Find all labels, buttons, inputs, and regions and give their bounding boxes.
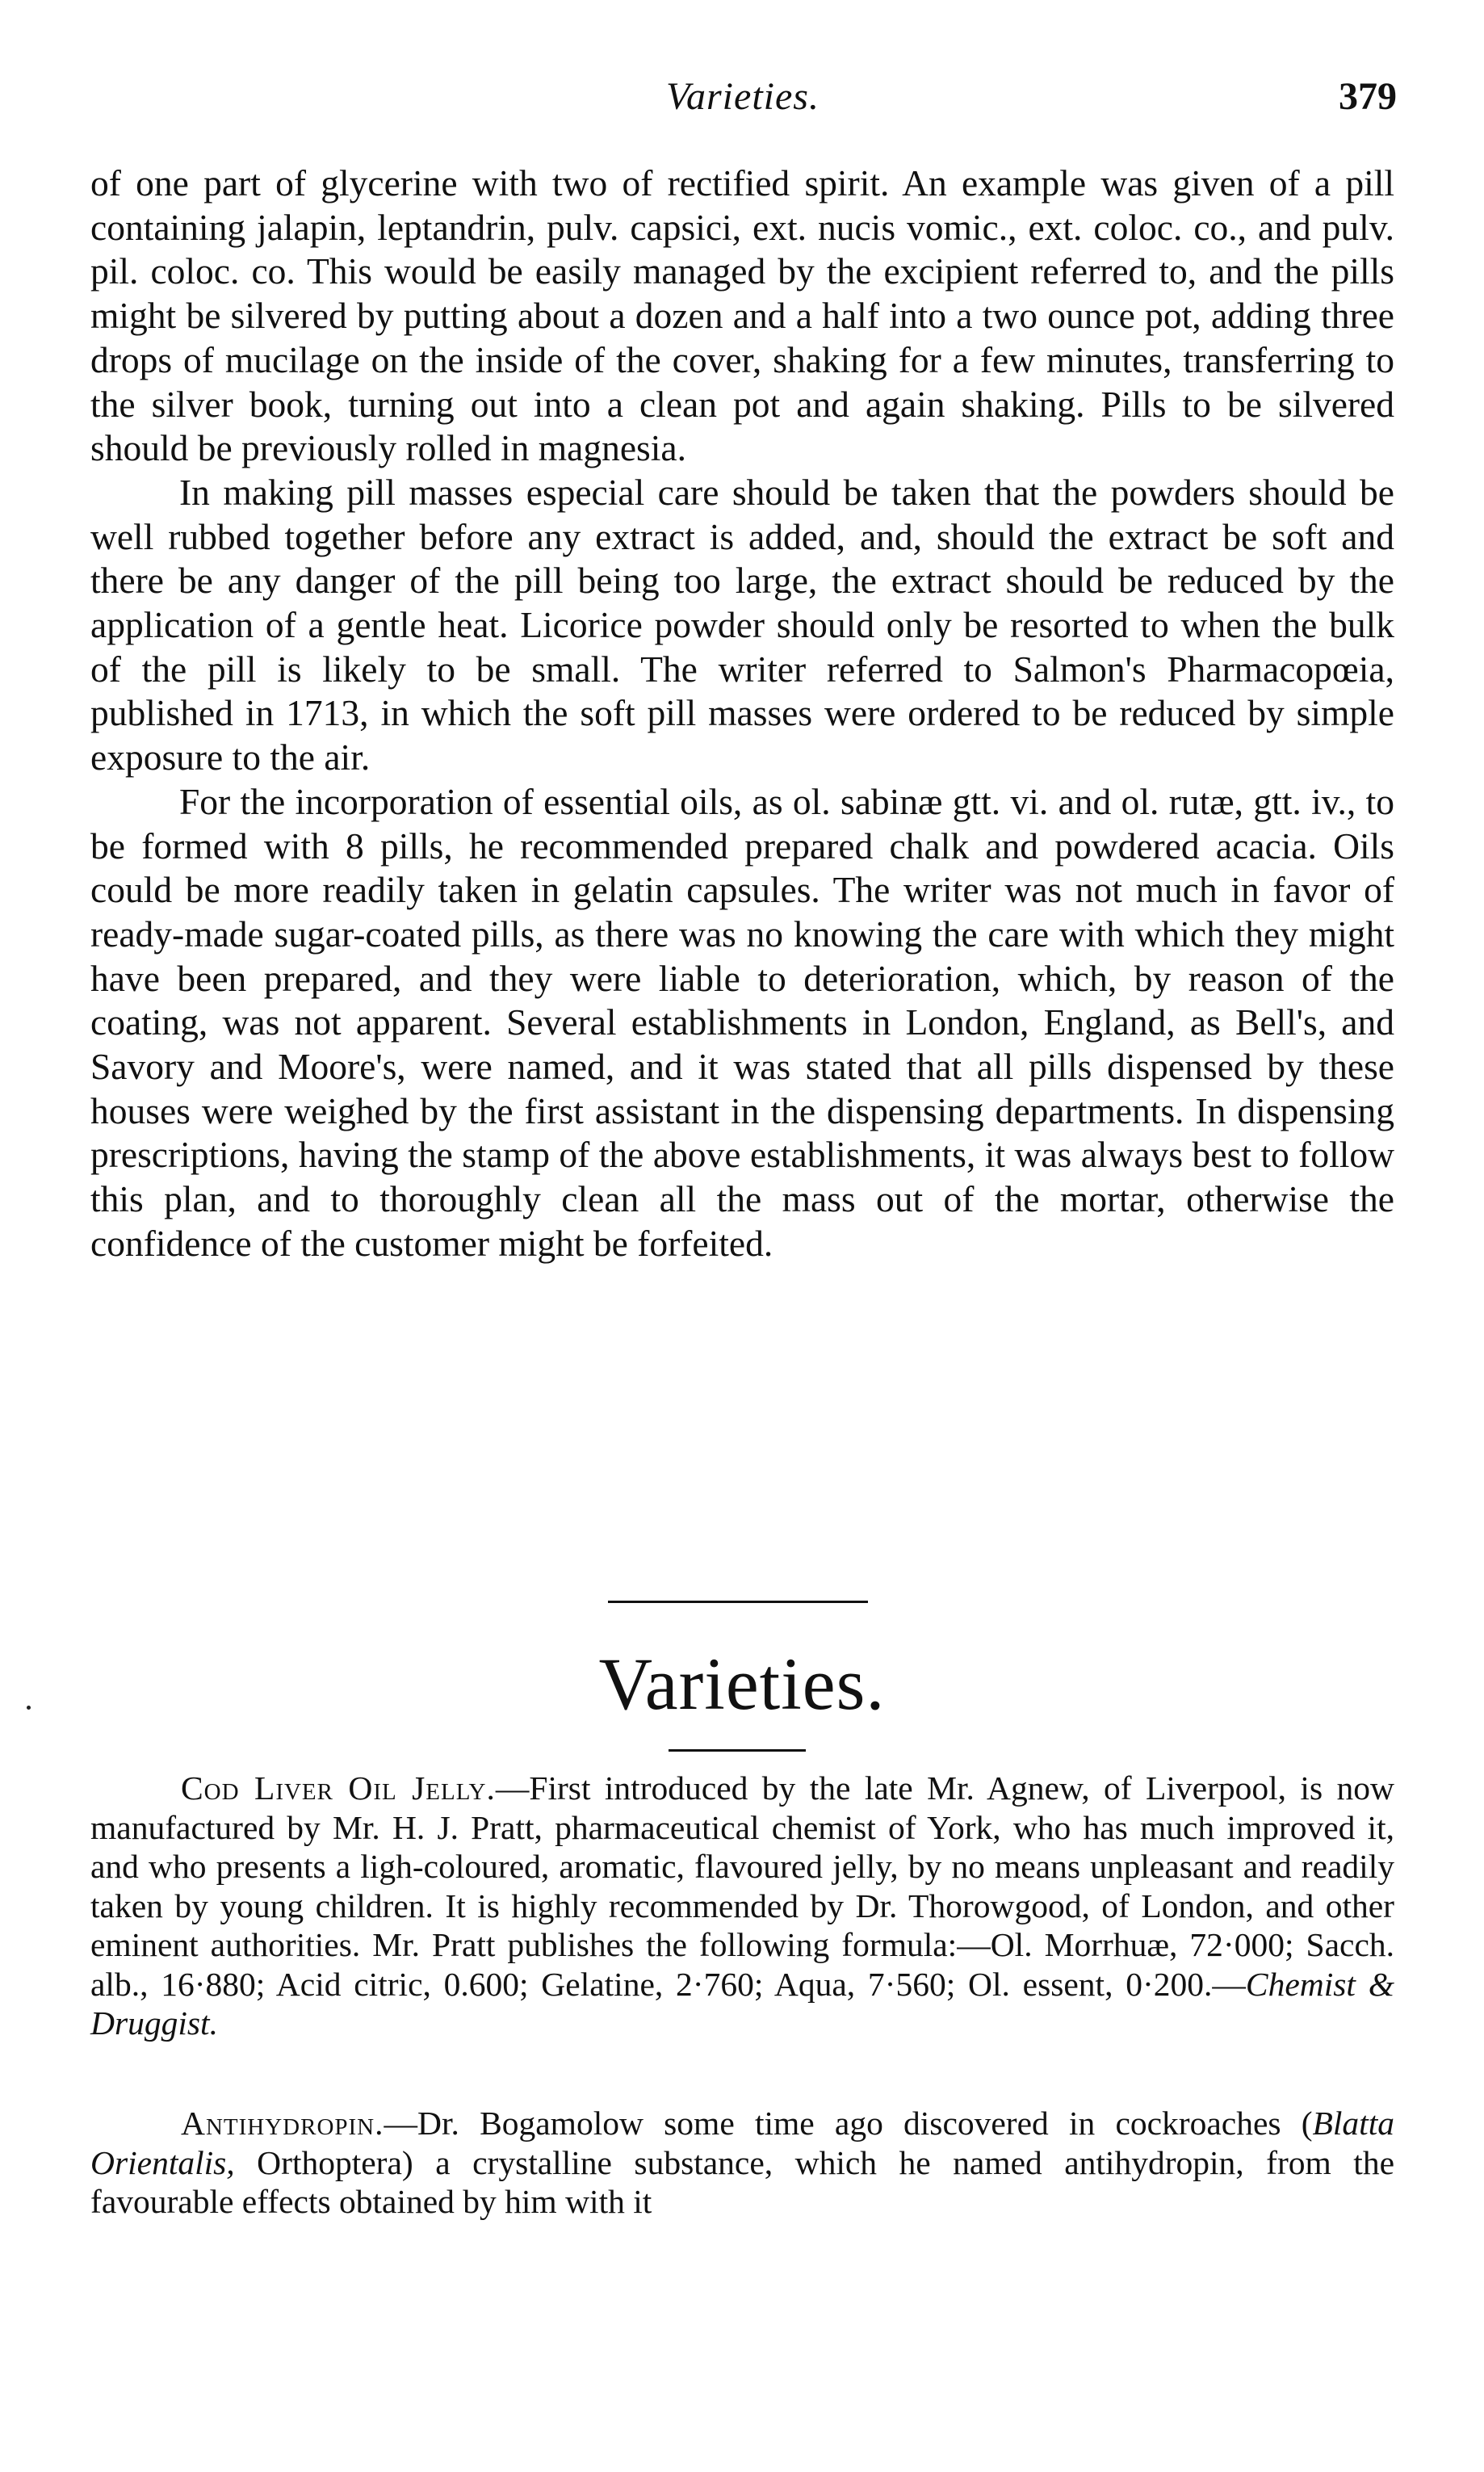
margin-speck — [27, 1706, 31, 1710]
paragraph-continued: of one part of glycerine with two of rectified spirit. An example was given of a pill containing jalapin, leptandrin, pulv. capsici, ext. nucis vomic., ext. coloc. co., and pulv. pil. coloc. co. This would be easily managed by the excipient referred to, and the pills might be silvered by putting about a dozen and a half into a two ounce pot, adding three drops of mucilage on the inside of the cover, shaking for a few minutes, transferring to the silver book, turning out into a clean pot and again shaking. Pills to be silvered should be previously rolled in magnesia. — [90, 162, 1394, 469]
variety-source: Chemist & Druggist. — [90, 1965, 1395, 2042]
running-title: Varieties. — [666, 75, 820, 118]
variety-body: —Dr. Bogamolow some time ago discovered in cockroaches ( — [384, 2105, 1313, 2142]
variety-item-antihydropin — [90, 2104, 1394, 2222]
paragraph-pill-masses: In making pill masses especial care should be taken that the powders should be well rubbed together before any extract is added, and, should the extract be soft and there be any danger of the pill being too large, the extract should be reduced by the application of a gentle heat. Licorice powder should only be resorted to when the bulk of the pill is likely to be small. The writer referred to Salmon's Pharmacopœia, published in 1713, in which the soft pill masses were ordered to be reduced by simple exposure to the air. — [90, 471, 1394, 779]
variety-item-cod-liver-oil-jelly — [90, 1769, 1394, 2043]
title-underline-rule — [669, 1749, 806, 1752]
running-head — [89, 74, 1397, 131]
variety-body: —First introduced by the late Mr. Agnew, of Liverpool, is now manufactured by Mr. H. J. Pratt, pharmaceutical chemist of York, who has much improved it, and who presents a ligh-coloured, aromatic, flavoured jelly, by no means unpleasant and readily taken by young children. It is highly recommended by Dr. Thorowgood, of London, and other eminent authorities. Mr. Pratt publishes the following formula:—Ol. Morrhuæ, 72·000; Sacch. alb., 16·880; Acid citric, 0.600; Gelatine, 2·760; Aqua, 7·560; Ol. essent, 0·200.— — [90, 1769, 1394, 2003]
species-name: Blatta Orientalis, — [90, 2105, 1394, 2181]
variety-heading: Cod Liver Oil Jelly. — [181, 1769, 496, 1807]
section-title: Varieties. — [598, 1643, 886, 1725]
paragraph-essential-oils: For the incorporation of essential oils, as ol. sabinæ gtt. vi. and ol. rutæ, gtt. iv., to be formed with 8 pills, he recommended prepared chalk and powdered acacia. Oils could be more readily taken in gelatin capsules. The writer was not much in favor of ready-made sugar-coated pills, as there was no knowing the care with which they might have been prepared, and they were liable to deterioration, which, by reason of the coating, was not apparent. Several establishments in London, England, as Bell's, and Savory and Moore's, were named, and it was stated that all pills dispensed by these houses were weighed by the first assistant in the dispensing departments. In dispensing prescriptions, having the stamp of the above establishments, it was always best to follow this plan, and to thoroughly clean all the mass out of the mortar, otherwise the confidence of the customer might be forfeited. — [90, 780, 1394, 1264]
page-number: 379 — [1339, 75, 1397, 118]
variety-paragraph — [90, 2104, 1394, 2222]
main-article-text — [90, 162, 1394, 1266]
variety-heading: Antihydropin. — [181, 2105, 384, 2142]
variety-paragraph — [90, 1769, 1394, 2043]
variety-body-continued: Orthoptera) a crystalline substance, which he named antihydropin, from the favourable effects obtained by him with it — [90, 2143, 1394, 2220]
section-divider-rule — [608, 1601, 868, 1603]
